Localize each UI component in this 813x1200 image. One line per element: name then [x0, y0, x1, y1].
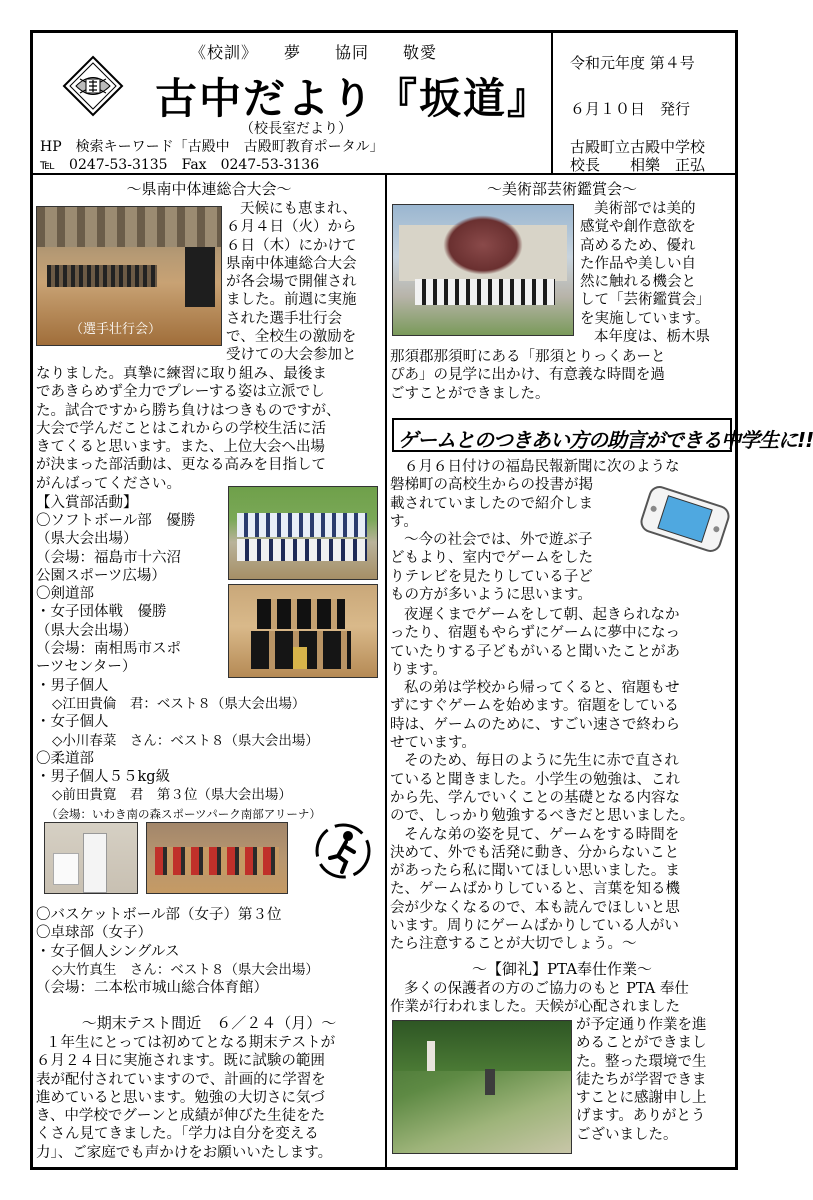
text-line: ６月６日付けの福島民報新聞に次のような [404, 459, 680, 475]
text-line: げます。ありがとう [576, 1108, 706, 1125]
pta-work-photo [392, 1020, 572, 1154]
text-line: 決めて、外でも活発に動き、分からないこと [390, 844, 680, 861]
issue-date: ６月１０日 発行 [570, 100, 691, 118]
worker-figure [427, 1041, 435, 1071]
text-line: で、全校生の激励を [226, 329, 357, 346]
award-line: ・女子個人 [36, 714, 109, 731]
award-line: 〇剣道部 [36, 586, 94, 603]
text-line: ったり、宿題もやらずにゲームに夢中になっ [390, 625, 680, 642]
text-line: ございました。 [576, 1126, 678, 1143]
text-line: 本年度は、栃木県 [594, 329, 710, 346]
column-divider [385, 175, 387, 1168]
newsletter-subtitle: （校長室だより） [240, 121, 352, 137]
text-line: そんな弟の姿を見て、ゲームをする時間を [404, 826, 680, 843]
award-line: 〇卓球部（女子） [36, 925, 152, 942]
award-line: （会場：いわき南の森スポーツパーク南部アリーナ） [46, 806, 321, 821]
awards-heading: 【入賞部活動】 [36, 495, 138, 511]
banner-text: ゲームとのつきあい方の助言ができる中学生に!! [398, 428, 813, 452]
text-line: 受けての大会参加と [226, 347, 357, 364]
text-line: 私の弟は学校から帰ってくると、宿題もせ [404, 680, 680, 697]
certificate [53, 853, 79, 885]
award-line: 〇柔道部 [36, 750, 94, 767]
text-line: から先、学んでいくことの基礎となる内容な [390, 789, 680, 806]
text-line: ６月４日（火）から [226, 219, 357, 236]
gym-ceiling [37, 207, 221, 247]
homepage-search-line: HP 検索キーワード「古殿中 古殿町教育ポータル」 [40, 139, 384, 155]
text-line: くさん見てきました。「学力は自分を変える [36, 1126, 319, 1143]
text-line: がんばってください。 [36, 475, 181, 492]
pta-intro [390, 980, 734, 1017]
phone-fax-line: ℡ 0247-53-3135 Fax 0247-53-3136 [40, 157, 320, 173]
text-line: なりました。真摯に練習に取り組み、最後ま [36, 366, 327, 382]
game-advice-banner [392, 418, 813, 452]
text-line: 〜今の社会では、外で遊ぶ子 [404, 532, 593, 549]
text-line: ので、しっかり勉強するべきだと思いました。 [390, 808, 695, 825]
text-line: 載されていましたので紹介しま [390, 495, 593, 512]
text-line: たら注意することが大切でしょう。〜 [390, 936, 637, 953]
award-line: 〇ソフトボール部 優勝 [36, 513, 196, 529]
text-line: された選手壮行会 [226, 310, 342, 327]
text-line: ずにすぐゲームを始めます。宿題をしている [390, 698, 679, 715]
text-line: 感覚や創作意欲を [580, 219, 696, 236]
school-emblem [62, 55, 124, 121]
text-line: き、中学校でグーンと成績が伸びた生徒をた [36, 1108, 326, 1125]
art-intro [580, 200, 734, 346]
text-line: が予定通り作業を進 [576, 1017, 707, 1033]
dragon-sculpture [443, 215, 523, 275]
text-line: 大会で学んだことはこれからの学校生活に活 [36, 420, 326, 437]
award-line: ◇前田貴寛 君 第３位（県大会出場） [52, 787, 292, 804]
text-line: 力」、ご家庭でも声かけをお願いいたします。 [36, 1144, 333, 1161]
text-line: 会が少なくなるので、本も読んでほしいと思 [390, 899, 680, 916]
text-line: 多くの保護者の方のご協力のもと PTA 奉仕 [404, 981, 689, 997]
text-line: が決まった部活動は、更なる高みを目指して [36, 457, 326, 474]
school-motto: 《校訓》 夢 協同 敬愛 [190, 43, 438, 62]
award-line: ・男子個人 [36, 677, 109, 694]
basketball-players [155, 847, 279, 875]
text-line: た、ゲームばかりしていると、言葉を知る機 [390, 881, 680, 898]
exam-heading: 〜期末テスト間近 ６／２４（月）〜 [81, 1014, 337, 1032]
text-line: 夜遅くまでゲームをして朝、起きられなか [404, 607, 680, 623]
award-line: ・女子団体戦 優勝 [36, 604, 167, 621]
issue-number: 令和元年度 第４号 [570, 54, 695, 72]
game-article-intro [390, 458, 734, 604]
text-line: 徒たちが学習できま [576, 1071, 707, 1088]
judo-photo [44, 822, 138, 894]
text-line: せています。 [390, 735, 476, 752]
text-line: た。試合ですから勝ち負けはつきものですが、 [36, 402, 341, 419]
award-line: ・男子個人５５kg級 [36, 769, 171, 786]
text-line: 磐梯町の高校生からの投書が掲 [390, 477, 593, 494]
award-line: 公園スポーツ広場） [36, 567, 166, 584]
tournament-intro [226, 200, 384, 365]
text-line: であきらめず全力でプレーする姿は立派でし [36, 384, 325, 401]
rally-photo-caption: （選手壮行会） [70, 322, 162, 337]
student-lineup [47, 265, 157, 287]
text-line: １年生にとっては初めてとなる期末テストが [46, 1035, 336, 1051]
award-line: （会場：福島市十六沼 [36, 549, 181, 566]
art-club-group [415, 279, 555, 305]
tournament-heading: 〜県南中体連総合大会〜 [126, 180, 292, 198]
pta-heading: 〜【御礼】PTA奉仕作業〜 [471, 960, 653, 978]
text-line: もの方が多いように思います。 [390, 587, 592, 604]
awards-list-continued [36, 906, 384, 997]
text-line: を実施しています。 [580, 310, 710, 327]
header-divider [551, 33, 553, 173]
art-body [390, 348, 734, 403]
principal-name: 校長 相樂 正弘 [570, 156, 706, 174]
text-line: ていると聞きました。小学生の勉強は、これ [390, 771, 680, 788]
text-line: して「芸術鑑賞会」 [580, 292, 711, 309]
text-line: た。整った環境で生 [576, 1053, 707, 1070]
game-article-body [390, 606, 734, 954]
worker-figure [485, 1069, 495, 1095]
pta-body [576, 1016, 734, 1144]
text-line: 作業が行われました。天候が心配されました [390, 999, 680, 1016]
text-line: 高めるため、優れ [580, 237, 696, 254]
text-line: た作品や美しい自 [580, 255, 696, 272]
exam-body [36, 1034, 384, 1162]
text-line: ６月２４日に実施されます。既に試験の範囲 [36, 1053, 325, 1070]
award-line: （県大会出場） [36, 531, 138, 548]
newsletter-title: 古中だより『坂道』 [155, 74, 552, 123]
text-line: 天候にも恵まれ、 [240, 201, 357, 217]
tournament-body [36, 365, 384, 493]
text-line: ました。前週に実施 [226, 292, 357, 309]
standing-figure [185, 247, 215, 307]
text-line: ６日（木）にかけて [226, 237, 357, 254]
text-line: すことに感謝申し上 [576, 1090, 707, 1107]
text-line: 進めていると思います。勉強の大切さに気づ [36, 1089, 325, 1106]
award-line: （会場：二本松市城山総合体育館） [36, 980, 268, 997]
judo-athlete [83, 833, 107, 893]
text-line: ります。 [390, 661, 447, 678]
tree-line [393, 1021, 571, 1071]
award-line: （県大会出場） [36, 622, 138, 639]
school-name: 古殿町立古殿中学校 [570, 138, 706, 156]
text-line: 美術部では美的 [594, 201, 696, 217]
award-line: 〇バスケットボール部（女子）第３位 [36, 907, 282, 923]
award-line: ーツセンター） [36, 659, 137, 676]
text-line: そのため、毎日のように先生に赤で直され [404, 753, 679, 770]
text-line: きてくると思います。また、上位大会へ出場 [36, 439, 325, 456]
text-line: ぴあ」の見学に出かけ、有意義な時間を過 [390, 367, 665, 384]
text-line: りテレビを見たりしている子ど [390, 568, 593, 585]
text-line: 那須郡那須町にある「那須とりっくあーと [390, 349, 666, 365]
text-line: います。周りにゲームばかりしている人がい [390, 918, 679, 935]
awards-list [36, 512, 384, 823]
award-line: ◇小川春菜 さん：ベスト８（県大会出場） [52, 732, 319, 749]
text-line: 表が配付されていますので、計画的に学習を [36, 1071, 326, 1088]
text-line: どもより、室内でゲームをした [390, 550, 593, 567]
art-field-trip-photo [392, 204, 574, 336]
award-line: ◇江田貴倫 君：ベスト８（県大会出場） [52, 695, 306, 712]
text-line: ていたりする子どもがいると聞いたことがあ [390, 643, 680, 660]
text-line: ごすことができました。 [390, 385, 550, 402]
text-line: が各会場で開催され [226, 274, 357, 291]
runner-icon [314, 822, 372, 884]
text-line: す。 [390, 513, 418, 530]
basketball-photo [146, 822, 288, 894]
award-line: ・女子個人シングルス [36, 943, 180, 960]
text-line: めることができまし [576, 1035, 707, 1052]
text-line: 時は、ゲームのために、すごい速さで終わら [390, 716, 680, 733]
text-line: 然に触れる機会と [580, 274, 696, 291]
art-heading: 〜美術部芸術鑑賞会〜 [486, 180, 637, 198]
text-line: 県南中体連総合大会 [226, 255, 357, 272]
award-line: ◇大竹真生 さん：ベスト８（県大会出場） [52, 961, 319, 978]
award-line: （会場：南相馬市スポ [36, 641, 181, 658]
text-line: があったら私に聞いてほしい思いました。ま [390, 863, 680, 880]
